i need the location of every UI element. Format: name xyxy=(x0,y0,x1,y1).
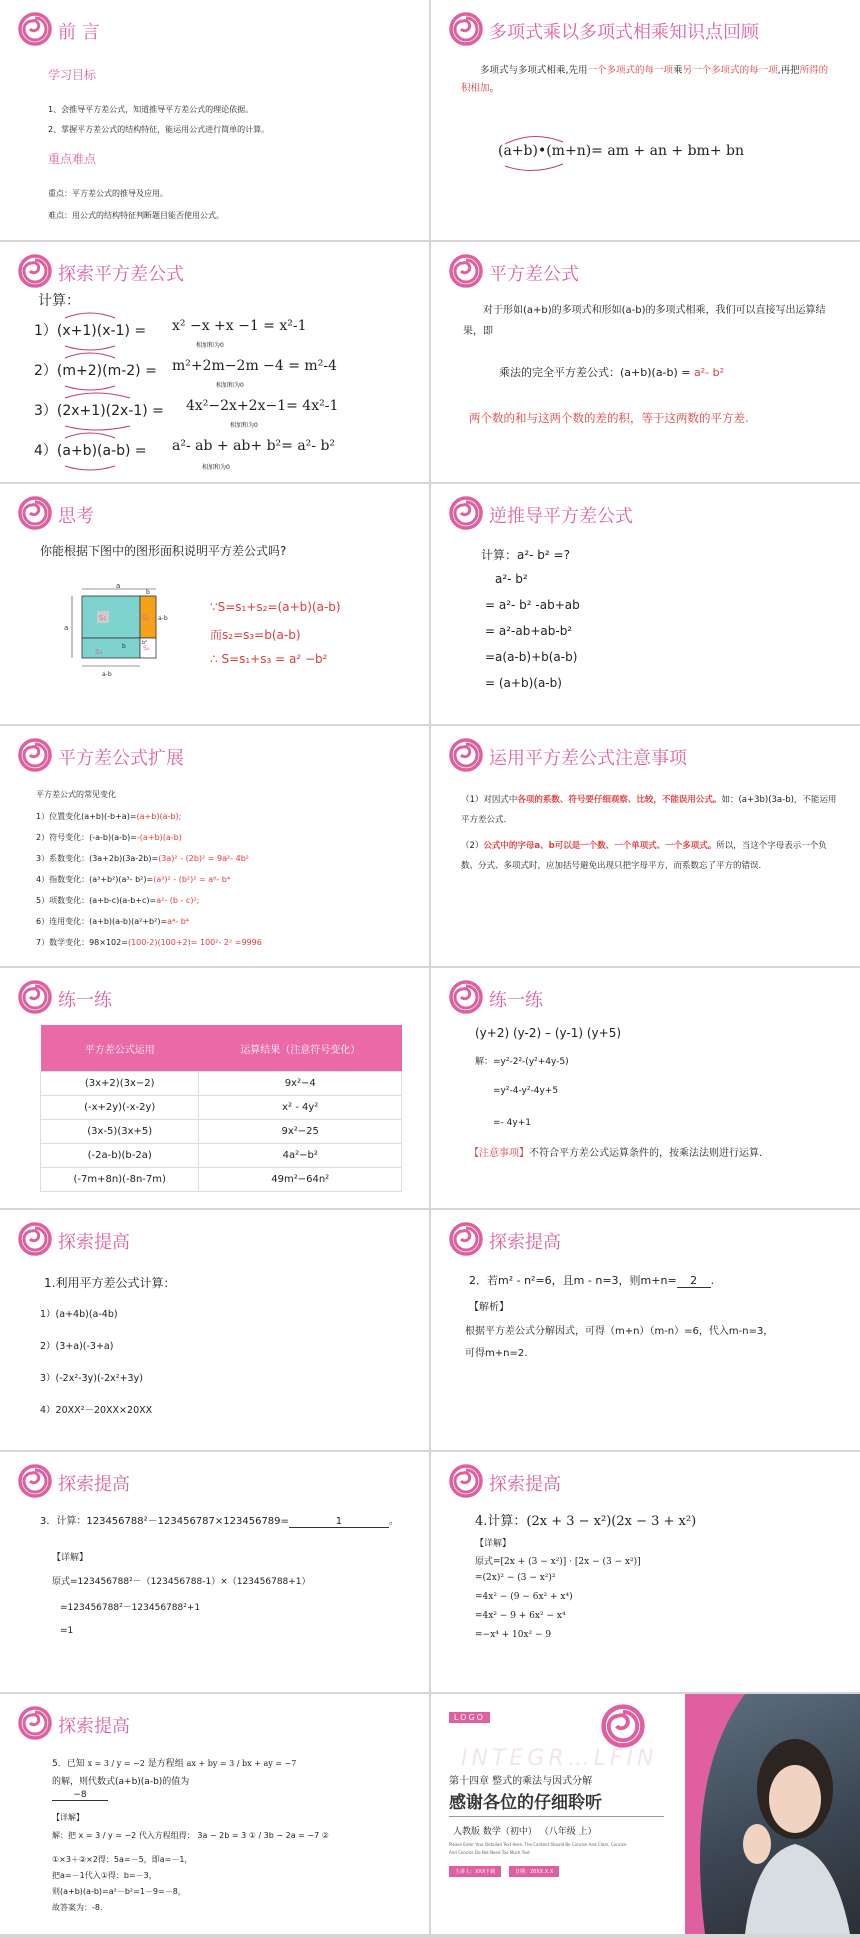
swirl-logo-icon xyxy=(449,254,483,288)
note: 【注意事项】不符合平方差公式运算条件的，按乘法法则进行运算. xyxy=(469,1148,763,1159)
slide-title: 平方差公式扩展 xyxy=(58,748,184,769)
line-1: a²- b² xyxy=(495,572,528,586)
subtitle: 人教版 数学（初中） （八年级 上） xyxy=(453,1827,597,1837)
divider xyxy=(449,1816,664,1817)
problem: 2．若m² - n²=6，且m - n=3，则m+n= 2 . xyxy=(469,1274,715,1287)
n1: 相加和为0 xyxy=(196,342,224,349)
swirl-logo-icon xyxy=(449,1464,483,1498)
exercise-3: 3）(-2x²-3y)(-2x²+3y) xyxy=(40,1373,143,1384)
logo-badge: LOGO xyxy=(449,1712,490,1723)
swirl-logo-icon xyxy=(18,1222,52,1256)
detail-1: ①×3＋②×2得：5a=－5，即a=－1， xyxy=(52,1855,193,1864)
swirl-logo-icon xyxy=(449,12,483,46)
q4: 4）(a+b)(a-b) = xyxy=(34,443,147,459)
slide-practice-2[interactable] xyxy=(431,968,860,1208)
table-row: (3x-5)(3x+5) 9x²−25 xyxy=(41,1120,402,1144)
swirl-logo-icon xyxy=(18,1464,52,1498)
detail-3: 则(a+b)(a-b)=a²－b²=1－9=－8， xyxy=(52,1887,186,1896)
slide-explore-3[interactable] xyxy=(0,1452,429,1692)
step-3: =- 4y+1 xyxy=(493,1118,531,1128)
slide-title: 运用平方差公式注意事项 xyxy=(489,748,687,769)
a1: x² −x +x −1 = x²-1 xyxy=(172,318,307,334)
slide-title: 探索平方差公式 xyxy=(58,264,184,285)
label-b-inner: b xyxy=(122,643,126,650)
formula-line: 乘法的完全平方差公式：(a+b)(a-b) = a²- b² xyxy=(499,366,725,379)
swirl-logo-icon xyxy=(449,1222,483,1256)
slide-thanks[interactable] xyxy=(431,1694,860,1934)
table-row: (3x+2)(3x−2) 9x²−4 xyxy=(41,1072,402,1096)
detail-2: 把a=－1代入①得：b=－3， xyxy=(52,1871,157,1880)
analysis-1: 根据平方差公式分解因式，可得（m+n）（m-n）=6，代入m-n=3， xyxy=(465,1326,774,1337)
analysis-2: 可得m+n=2. xyxy=(465,1348,528,1359)
slide-title: 练一练 xyxy=(58,990,112,1011)
key-heading: 重点难点 xyxy=(48,152,97,166)
line-3: = a²-ab+ab-b² xyxy=(485,624,573,638)
slide-difference-of-squares[interactable] xyxy=(431,242,860,482)
intro-text: 对于形如(a+b)的多项式和形如(a-b)的多项式相乘，我们可以直接写出运算结果，即 xyxy=(463,305,826,337)
slide-explore-formula[interactable] xyxy=(0,242,429,482)
detail-4: 故答案为：-8. xyxy=(52,1903,103,1912)
problem: (y+2) (y-2) – (y-1) (y+5) xyxy=(475,1026,622,1040)
slide-title: 探索提高 xyxy=(58,1474,130,1495)
slide-explore-1[interactable] xyxy=(0,1210,429,1450)
swirl-logo-icon xyxy=(18,1706,52,1740)
proof-line-1: ∵S=s₁+s₂=(a+b)(a-b) xyxy=(210,600,341,614)
line-0: 计算：a²- b² =? xyxy=(481,548,570,562)
col-header-2: 运算结果（注意符号变化） xyxy=(199,1025,402,1072)
variation-2: 2）符号变化：(-a-b)(a-b)=-(a+b)(a-b) xyxy=(36,833,182,842)
slide-practice-table[interactable] xyxy=(0,968,429,1208)
arc-annotations xyxy=(60,310,170,480)
variation-6: 6）连用变化：(a+b)(a-b)(a²+b²)=a⁴- b⁴ xyxy=(36,917,189,926)
portrait-photo xyxy=(685,1694,860,1934)
label-a-left: a xyxy=(64,624,69,632)
english-1: Please Enter Your Detailed Text Here, The Content Should Be Concise And Clear, Concise xyxy=(449,1842,627,1847)
key-2: 难点：用公式的结构特征判断题目能否使用公式。 xyxy=(48,211,224,220)
exercise-2: 2）(3+a)(-3+a) xyxy=(40,1341,114,1352)
proof-line-3: ∴ S=s₁+s₃ = a² −b² xyxy=(210,652,328,666)
goal-1: 1、会推导平方差公式，知道推导平方差公式的理论依据。 xyxy=(48,105,254,114)
step-1: 解：=y²-2²-(y²+4y-5) xyxy=(475,1057,569,1067)
goal-heading: 学习目标 xyxy=(48,68,97,82)
exercise-heading: 1.利用平方差公式计算： xyxy=(44,1276,176,1290)
detail-3: =4x² − (9 − 6x² + x⁴) xyxy=(475,1592,573,1602)
slide-formula-extension[interactable] xyxy=(0,726,429,966)
label-s4: S₄ xyxy=(143,645,150,652)
table-row: (-x+2y)(-x-2y) x² - 4y² xyxy=(41,1096,402,1120)
date-badge: 日期：20XX.X.X xyxy=(509,1866,559,1877)
slide-title: 平方差公式 xyxy=(489,264,579,285)
slide-preface[interactable] xyxy=(0,0,429,240)
a3: 4x²−2x+2x−1= 4x²-1 xyxy=(186,398,339,414)
exercise-4: 4）20XX²－20XX×20XX xyxy=(40,1405,153,1416)
detail-heading: 【详解】 xyxy=(475,1539,512,1549)
slide-polynomial-review[interactable] xyxy=(431,0,860,240)
label-a-top: a xyxy=(116,584,121,590)
a4: a²- ab + ab+ b²= a²- b² xyxy=(172,438,336,454)
slide-title: 思考 xyxy=(58,506,94,527)
slide-reverse-derivation[interactable] xyxy=(431,484,860,724)
problem: 3．计算：123456788²－123456787×123456789= 1 。 xyxy=(40,1516,399,1527)
variation-7: 7）数学变化：98×102=(100-2)(100+2)= 100²- 2² =9996 xyxy=(36,938,262,947)
slide-title: 探索提高 xyxy=(489,1232,561,1253)
a2: m²+2m−2m −4 = m²-4 xyxy=(172,358,337,374)
key-1: 重点：平方差公式的推导及应用。 xyxy=(48,189,168,198)
arcs-decoration xyxy=(493,128,583,174)
exercise-1: 1）(a+4b)(a-4b) xyxy=(40,1309,118,1320)
practice-table xyxy=(40,1025,402,1192)
label-s3: S₃ xyxy=(95,648,103,656)
label-b2: b² xyxy=(142,640,148,646)
table-row: (-2a-b)(b-2a) 4a²−b² xyxy=(41,1144,402,1168)
swirl-logo-icon xyxy=(18,496,52,530)
question: 你能根据下图中的图形面积说明平方差公式吗? xyxy=(40,544,287,558)
slide-usage-notes[interactable] xyxy=(431,726,860,966)
detail-5: =−x⁴ + 10x² − 9 xyxy=(475,1630,552,1640)
problem-line-1: 5．已知 x = 3 / y = −2 是方程组 ax + by = 3 / bx + ay = −7 xyxy=(52,1759,297,1769)
slide-think[interactable] xyxy=(0,484,429,724)
detail-2: =(2x)² − (3 − x²)² xyxy=(475,1573,556,1583)
goal-2: 2、掌握平方差公式的结构特征，能运用公式进行简单的计算。 xyxy=(48,125,270,134)
label-s2: S₂ xyxy=(142,614,150,622)
swirl-logo-icon xyxy=(18,738,52,772)
detail-3: =1 xyxy=(60,1626,74,1636)
label-amb-bottom: a-b xyxy=(102,671,112,678)
detail-4: =4x² − 9 + 6x² − x⁴ xyxy=(475,1611,566,1621)
label-b-top: b xyxy=(146,589,150,596)
english-2: And Concise Do Not Need Too Much Text xyxy=(449,1850,530,1855)
slide-title: 探索提高 xyxy=(489,1474,561,1495)
problem: 4.计算：(2x + 3 − x²)(2x − 3 + x²) xyxy=(475,1514,697,1529)
swirl-logo-icon xyxy=(449,738,483,772)
swirl-logo-icon xyxy=(601,1704,645,1748)
area-diagram xyxy=(40,584,180,684)
variations-heading: 平方差公式的常见变化 xyxy=(36,790,116,799)
detail-heading: 【详解】 xyxy=(52,1813,84,1822)
watermark: INTEGR…LFIN xyxy=(461,1746,658,1771)
slide-explore-4[interactable] xyxy=(431,1452,860,1692)
calc-label: 计算： xyxy=(38,293,80,309)
slide-title: 练一练 xyxy=(489,990,543,1011)
variation-5: 5）项数变化：(a+b-c)(a-b+c)=a²- (b - c)²; xyxy=(36,896,200,905)
q1: 1）(x+1)(x-1) = xyxy=(34,323,147,339)
n2: 相加和为0 xyxy=(216,382,244,389)
note-1: （1）对因式中各项的系数、符号要仔细观察、比较，不能误用公式。如：(a+3b)(3a-b)，不能运用平方差公式. xyxy=(461,795,837,825)
slide-title: 逆推导平方差公式 xyxy=(489,506,633,527)
label-amb-right: a-b xyxy=(158,615,168,622)
slide-title: 探索提高 xyxy=(58,1716,130,1737)
thanks-title: 感谢各位的仔细聆听 xyxy=(449,1793,602,1813)
expansion-formula: (a+b)•(m+n)= am + an + bm+ bn xyxy=(498,143,744,159)
swirl-logo-icon xyxy=(449,496,483,530)
q2: 2）(m+2)(m-2) = xyxy=(34,363,157,379)
swirl-logo-icon xyxy=(449,980,483,1014)
note-2: （2）公式中的字母a、b可以是一个数、一个单项式、一个多项式。所以，当这个字母表示一个负数、分式、多项式时，应加括号避免出现只把字母平方，而系数忘了平方的错误. xyxy=(461,841,827,871)
answer: −8 xyxy=(52,1790,108,1801)
swirl-logo-icon xyxy=(18,254,52,288)
slide-title: 前 言 xyxy=(58,22,100,43)
analysis-heading: 【解析】 xyxy=(469,1302,509,1313)
line-5: = (a+b)(a-b) xyxy=(485,676,562,690)
problem-line-2: 的解，则代数式(a+b)(a-b)的值为 xyxy=(52,1777,190,1787)
swirl-logo-icon xyxy=(18,980,52,1014)
detail-heading: 【详解】 xyxy=(52,1553,89,1563)
presenter-badge: 主讲人：XXX下载 xyxy=(449,1866,501,1877)
label-s1: S₁ xyxy=(99,614,107,622)
detail-1: 原式=123456788²－（123456788-1）×（123456788+1） xyxy=(52,1577,311,1587)
detail-1: 原式=[2x + (3 − x²)] · [2x − (3 − x²)] xyxy=(475,1557,641,1567)
line-2: = a²- b² -ab+ab xyxy=(485,598,580,612)
detail-2: =123456788²－123456788²+1 xyxy=(60,1603,201,1613)
proof-line-2: 而s₂=s₃=b(a-b) xyxy=(210,628,301,642)
col-header-1: 平方差公式运用 xyxy=(41,1025,199,1072)
line-4: =a(a-b)+b(a-b) xyxy=(485,650,578,664)
rule-text: 多项式与多项式相乘,先用一个多项式的每一项乘另一个多项式的每一项,再把所得的积相加。 xyxy=(461,65,829,94)
q3: 3）(2x+1)(2x-1) = xyxy=(34,403,164,419)
slide-explore-5[interactable] xyxy=(0,1694,429,1934)
step-2: =y²-4-y²-4y+5 xyxy=(493,1086,559,1096)
detail-0: 解：把 x = 3 / y = −2 代入方程组得： 3a − 2b = 3 ① / 3b − 2a = −7 ② xyxy=(52,1831,329,1840)
swirl-logo-icon xyxy=(18,12,52,46)
table-row: (-7m+8n)(-8n-7m) 49m²−64n² xyxy=(41,1168,402,1192)
variation-1: 1）位置变化(a+b)(-b+a)=(a+b)(a-b); xyxy=(36,812,182,821)
chapter: 第十四章 整式的乘法与因式分解 xyxy=(449,1776,593,1787)
variation-4: 4）指数变化：(a³+b²)(a³- b²)=(a³)² - (b²)² = a⁶- b⁴ xyxy=(36,875,231,884)
n4: 相加和为0 xyxy=(202,464,230,471)
slide-title: 多项式乘以多项式相乘知识点回顾 xyxy=(489,22,759,43)
slide-explore-2[interactable] xyxy=(431,1210,860,1450)
variation-3: 3）系数变化：(3a+2b)(3a-2b)=(3a)² - (2b)² = 9a²- 4b² xyxy=(36,854,250,863)
formula-statement: 两个数的和与这两个数的差的积，等于这两数的平方差. xyxy=(469,411,749,425)
n3: 相加和为0 xyxy=(230,422,258,429)
slide-title: 探索提高 xyxy=(58,1232,130,1253)
